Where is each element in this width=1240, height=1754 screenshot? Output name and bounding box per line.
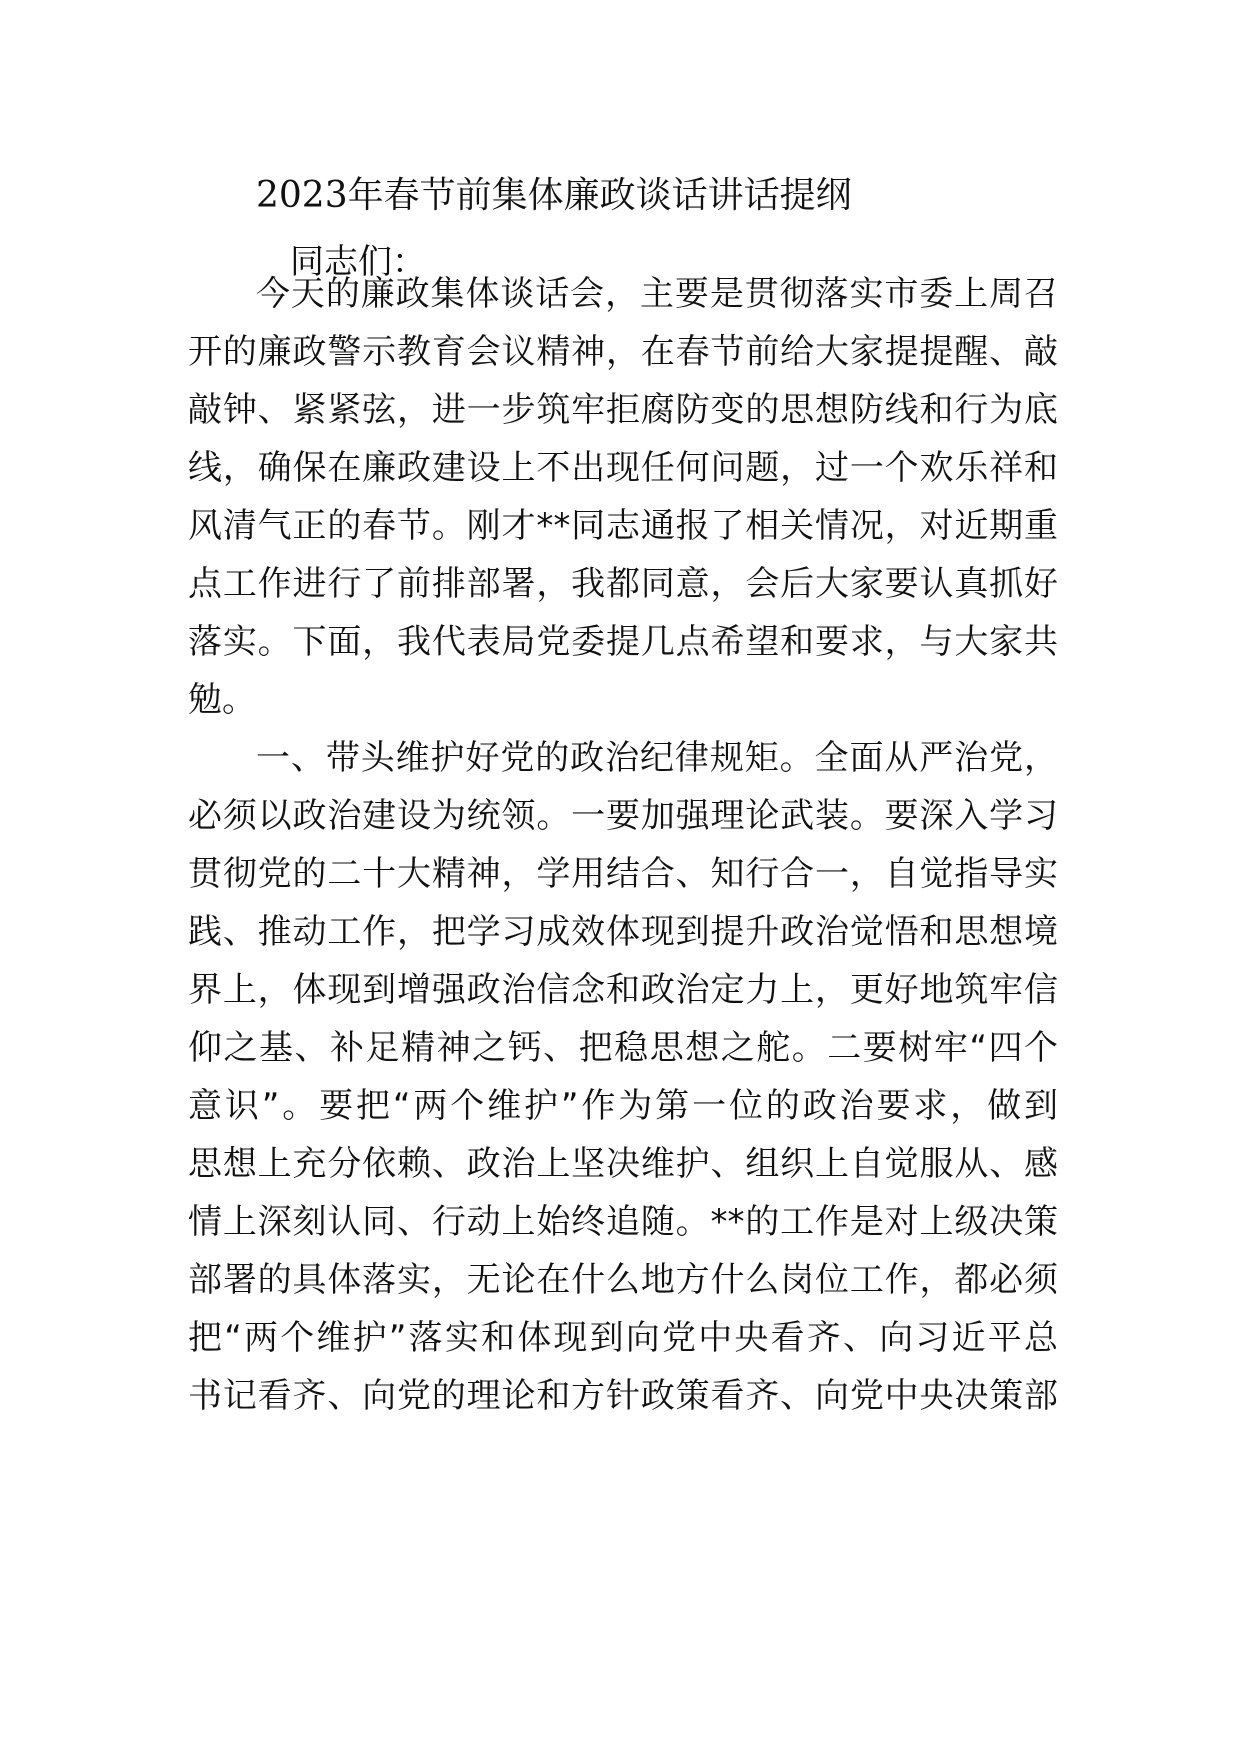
paragraph-line: 意识”。要把“两个维护”作为第一位的政治要求，做到 — [188, 1086, 1058, 1126]
paragraph-line: 部署的具体落实，无论在什么地方什么岗位工作，都必须 — [188, 1260, 1058, 1300]
paragraph-line: 开的廉政警示教育会议精神，在春节前给大家提提醒、敲 — [188, 332, 1058, 372]
paragraph-line: 点工作进行了前排部署，我都同意，会后大家要认真抓好 — [188, 564, 1058, 604]
paragraph-line: 线，确保在廉政建设上不出现任何问题，过一个欢乐祥和 — [188, 448, 1058, 488]
paragraph-line: 敲钟、紧紧弦，进一步筑牢拒腐防变的思想防线和行为底 — [188, 390, 1058, 430]
paragraph-line: 必须以政治建设为统领。一要加强理论武装。要深入学习 — [188, 796, 1058, 836]
paragraph-line: 一、带头维护好党的政治纪律规矩。全面从严治党， — [256, 738, 1058, 778]
document-title: 2023年春节前集体廉政谈话讲话提纲 — [256, 175, 852, 216]
paragraph-line: 思想上充分依赖、政治上坚决维护、组织上自觉服从、感 — [188, 1144, 1058, 1184]
paragraph-line: 贯彻党的二十大精神，学用结合、知行合一，自觉指导实 — [188, 854, 1058, 894]
paragraph-line: 落实。下面，我代表局党委提几点希望和要求，与大家共 — [188, 622, 1058, 662]
paragraph-line: 情上深刻认同、行动上始终追随。**的工作是对上级决策 — [188, 1202, 1058, 1242]
paragraph-line: 仰之基、补足精神之钙、把稳思想之舵。二要树牢“四个 — [188, 1028, 1058, 1068]
paragraph-line: 书记看齐、向党的理论和方针政策看齐、向党中央决策部 — [188, 1376, 1058, 1416]
paragraph-line: 勉。 — [188, 680, 256, 720]
paragraph-line: 践、推动工作，把学习成效体现到提升政治觉悟和思想境 — [188, 912, 1058, 952]
paragraph-line: 风清气正的春节。刚才**同志通报了相关情况，对近期重 — [188, 506, 1058, 546]
salutation: 同志们： — [290, 242, 426, 282]
paragraph-line: 今天的廉政集体谈话会，主要是贯彻落实市委上周召 — [256, 274, 1058, 314]
paragraph-line: 把“两个维护”落实和体现到向党中央看齐、向习近平总 — [188, 1318, 1058, 1358]
paragraph-line: 界上，体现到增强政治信念和政治定力上，更好地筑牢信 — [188, 970, 1058, 1010]
